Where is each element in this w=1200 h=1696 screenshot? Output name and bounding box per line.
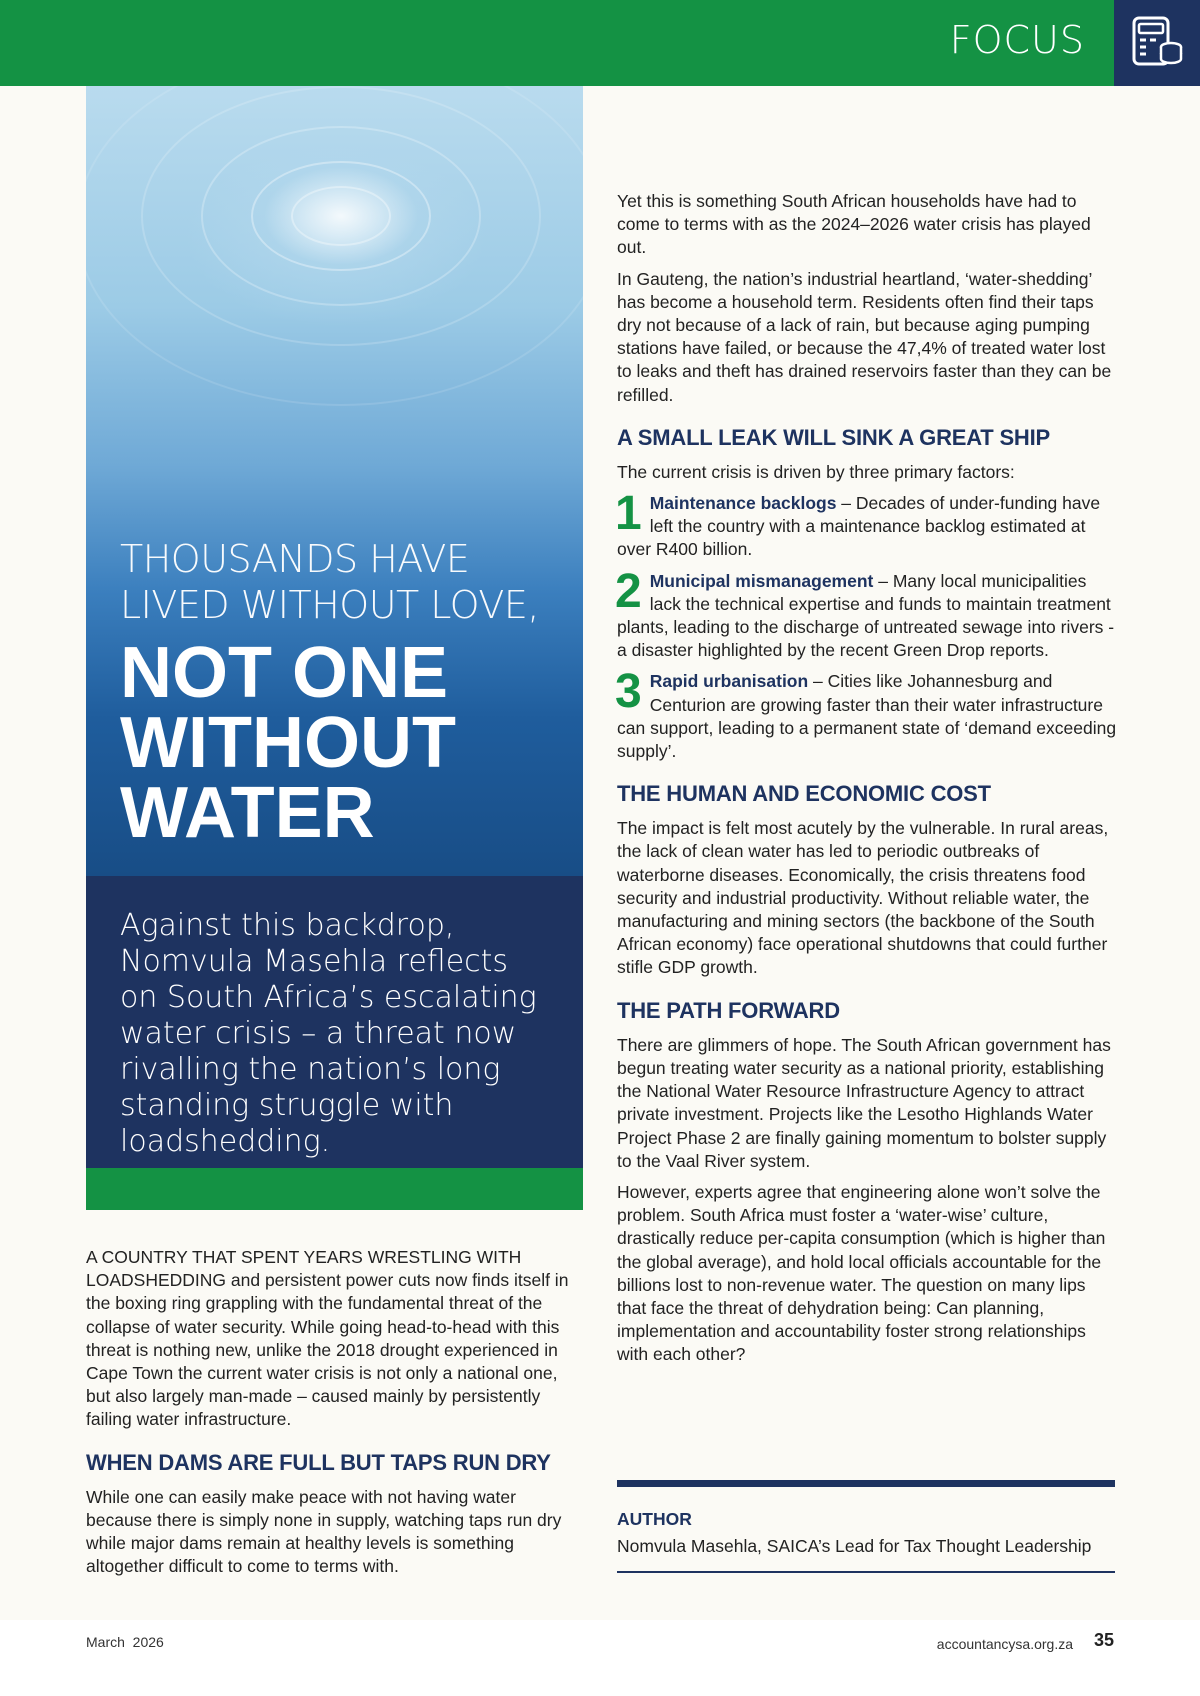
page-number: 35 bbox=[1093, 1630, 1114, 1650]
factor-text: – Cities like Johannesburg and Centurion are growing faster than their water infrastructure can support, leading to a permanent state of ‘demand exceeding supply’. bbox=[617, 671, 1117, 762]
intro-box bbox=[86, 876, 583, 1168]
footer bbox=[0, 1620, 1200, 1696]
section-icon-box bbox=[1114, 0, 1200, 86]
headline-line-thin: THOUSANDS HAVE bbox=[120, 537, 470, 581]
paragraph: While one can easily make peace with not having water because there is simply none in supply, watching taps run dry while major dams remain at healthy levels is something altogether difficult to come to terms with. bbox=[86, 1486, 562, 1577]
paragraph: In Gauteng, the nation’s industrial heartland, ‘water-shedding’ has become a household term. Residents often find their taps dry not because of a lack of rain, but because aging pumping stations have failed, or because the 47,4% of treated water lost to leaks and theft has drained reservoirs faster than they can be refilled. bbox=[617, 268, 1112, 405]
factor-number: 3 bbox=[615, 665, 642, 719]
factor-term: Maintenance backlogs bbox=[649, 493, 837, 514]
headline-line-thin: LIVED WITHOUT LOVE, bbox=[120, 583, 539, 627]
calculator-coins-icon bbox=[1128, 14, 1186, 72]
factor-term: Rapid urbanisation bbox=[649, 671, 809, 692]
factor-text: – Decades of under-funding have left the country with a maintenance backlog estimated at over R400 billion. bbox=[617, 493, 1101, 560]
left-article-column bbox=[86, 1246, 584, 1586]
opening-paragraph: A COUNTRY THAT SPENT YEARS WRESTLING WITH LOADSHEDDING and persistent power cuts now finds itself in the boxing ring grappling with the fundamental threat of the collapse of water security. While going head-to-head with this threat is nothing new, unlike the 2018 drought experienced in Cape Town the current water crisis is not only a national one, but also largely man-made – caused mainly by persistently failing water infrastructure. bbox=[86, 1247, 569, 1430]
subheading: THE HUMAN AND ECONOMIC COST bbox=[617, 781, 991, 807]
factor-item bbox=[615, 564, 1117, 663]
paragraph: The impact is felt most acutely by the vulnerable. In rural areas, the lack of clean water has led to periodic outbreaks of waterborne diseases. Economically, the crisis threatens food security and industrial productivity. Without reliable water, the manufacturing and mining sectors (the backbone of the South African economy) face operational shutdowns that could further stifle GDP growth. bbox=[617, 818, 1109, 978]
factor-text: – Many local municipalities lack the technical expertise and funds to maintain treatment plants, leading to the discharge of untreated sewage into rivers - a disaster highlighted by the recent Green Drop reports. bbox=[617, 570, 1115, 661]
subheading: A SMALL LEAK WILL SINK A GREAT SHIP bbox=[617, 424, 1051, 450]
subheading: THE PATH FORWARD bbox=[617, 997, 840, 1023]
hero-water-image bbox=[86, 86, 583, 876]
headline-bold-line: NOT ONE bbox=[120, 633, 449, 713]
headline-line-bold bbox=[120, 633, 539, 853]
author-block bbox=[617, 1480, 1115, 1573]
headline-bold-line: WATER bbox=[120, 773, 375, 853]
paragraph: However, experts agree that engineering alone won’t solve the problem. South Africa must foster a ‘water-wise’ culture, drastically reduce per-capita consumption (which is higher than the global average), and hold local officials accountable for the billions lost to non-revenue water. The question on many lips that face the threat of dehydration being: Can planning, implementation and accountability foster strong relationships with each other? bbox=[617, 1181, 1106, 1365]
section-label: FOCUS bbox=[949, 18, 1085, 62]
factor-term: Municipal mismanagement bbox=[649, 570, 874, 591]
green-divider-strip bbox=[86, 1168, 583, 1210]
author-divider-thick bbox=[617, 1480, 1115, 1487]
right-article-column bbox=[617, 190, 1117, 1375]
factor-number: 2 bbox=[615, 564, 642, 618]
footer-date: March 2026 bbox=[86, 1634, 164, 1650]
factor-number: 1 bbox=[615, 487, 642, 541]
factor-item bbox=[615, 487, 1117, 562]
paragraph: Yet this is something South African households have had to come to terms with as the 2024–2026 water crisis has played out. bbox=[617, 191, 1091, 258]
paragraph: There are glimmers of hope. The South African government has begun treating water security as a national priority, establishing the National Water Resource Infrastructure Agency to attract private investment. Projects like the Lesotho Highlands Water Project Phase 2 are finally gaining momentum to bolster supply to the Vaal River system. bbox=[617, 1034, 1111, 1171]
author-label: AUTHOR bbox=[617, 1509, 692, 1529]
factor-item bbox=[615, 665, 1117, 763]
intro-text: Against this backdrop, Nomvula Masehla reflects on South Africa’s escalating water crisis – a threat now rivalling the nation’s long standing struggle with loadshedding. bbox=[120, 908, 537, 1159]
footer-website: accountancysa.org.za bbox=[936, 1636, 1073, 1652]
author-name: Nomvula Masehla, SAICA’s Lead for Tax Thought Leadership bbox=[617, 1536, 1092, 1556]
hero-headline bbox=[120, 536, 539, 853]
paragraph: The current crisis is driven by three primary factors: bbox=[617, 461, 1015, 482]
headline-bold-line: WITHOUT bbox=[120, 703, 456, 783]
subheading: WHEN DAMS ARE FULL BUT TAPS RUN DRY bbox=[86, 1449, 551, 1475]
author-divider-thin bbox=[617, 1571, 1115, 1573]
